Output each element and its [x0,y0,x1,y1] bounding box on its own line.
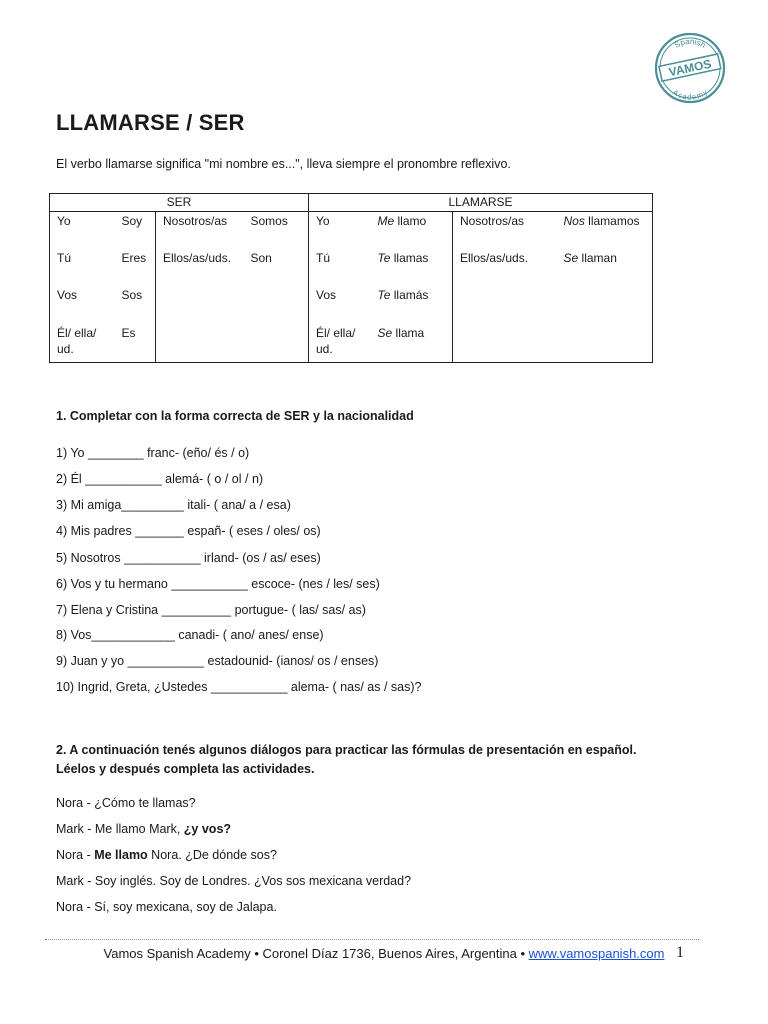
reflexive-pronoun: Te [377,288,391,302]
pronoun: Tú [316,251,331,265]
pronoun: Ellos/as/uds. [163,251,232,265]
svg-text:Spanish [673,37,707,50]
verb-text: llama [392,326,425,340]
exercise-2-title-line2: Léelos y después completa las actividades. [56,762,315,776]
exercise-item: 1) Yo ________ franc- (eño/ és / o) [56,446,250,460]
verb-form: Somos [244,212,309,250]
exercise-item: 6) Vos y tu hermano ___________ escoce- (nes / les/ ses) [56,577,380,591]
dialog-text: Mark - Me llamo Mark, [56,822,184,836]
verb-form: Es [115,323,156,363]
verb-form [371,286,453,323]
exercise-item: 7) Elena y Cristina __________ portugue- ( las/ sas/ as) [56,603,366,617]
reflexive-pronoun: Se [377,326,393,340]
dialog-text: Nora - Sí, soy mexicana, soy de Jalapa. [56,900,277,914]
dialog-line [56,900,277,914]
footer-website-link[interactable]: www.vamospanish.com [528,946,665,961]
dialog-bold: ¿y vos? [183,822,232,836]
pronoun: Tú [50,249,115,286]
exercise-item: 2) Él ___________ alemá- ( o / ol / n) [56,472,264,486]
header-ser: SER [50,194,309,212]
pronoun: Vos [50,286,115,323]
pronoun: Nosotros/as [460,214,525,228]
verb-text: llamás [390,288,429,302]
table-row [50,212,653,250]
exercise-item: 10) Ingrid, Greta, ¿Ustedes ___________ alema- ( nas/ as / sas)? [56,680,422,694]
dialog-line [56,874,411,888]
logo-bottom-text: Academy [671,87,709,102]
dialog-bold: Me llamo [94,848,148,862]
verb-form [557,212,653,250]
footer-address: Vamos Spanish Academy • Coronel Díaz 1736, Buenos Aires, Argentina • [103,946,529,961]
verb-form [557,249,653,286]
table-row [50,286,653,323]
exercise-2-title-line1: 2. A continuación tenés algunos diálogos para practicar las fórmulas de presentación en español. [56,743,637,757]
footer [0,946,768,961]
header-llamarse: LLAMARSE [309,194,653,212]
verb-text: llamo [394,214,427,228]
pronoun: Vos [316,288,337,302]
pronoun: Él/ ella/ ud. [309,323,371,363]
dialog-line [56,848,277,862]
pronoun: Yo [50,212,115,250]
pronoun: Yo [316,214,330,228]
page-number: 1 [676,944,684,961]
vamos-academy-logo [654,32,726,104]
verb-form: Eres [115,249,156,286]
verb-form: Sos [115,286,156,323]
logo-brand-text: VAMOS [667,56,713,80]
dialog-text: Nora - ¿Cómo te llamas? [56,796,196,810]
dialog-text: Nora. ¿De dónde sos? [147,848,277,862]
reflexive-pronoun: Se [563,251,579,265]
dialog-line [56,796,196,810]
pronoun: Ellos/as/uds. [460,251,529,265]
verb-text: llaman [578,251,617,265]
exercise-item: 9) Juan y yo ___________ estadounid- (ianos/ os / enses) [56,654,379,668]
table-row [50,323,653,363]
pronoun: Él/ ella/ ud. [50,323,115,363]
dialog-text: Mark - Soy inglés. Soy de Londres. ¿Vos sos mexicana verdad? [56,874,412,888]
reflexive-pronoun: Me [377,214,395,228]
exercise-item: 5) Nosotros ___________ irland- (os / as/ eses) [56,551,321,565]
verb-text: llamas [390,251,429,265]
verb-form [371,212,453,250]
dialog-text: Nora - [56,848,95,862]
verb-form: Soy [115,212,156,250]
conjugation-table [49,193,653,363]
logo-top-text: Spanish [672,36,708,50]
table-row [50,249,653,286]
footer-divider [45,939,699,940]
verb-form [371,323,453,363]
pronoun: Nosotros/as [163,214,228,228]
exercise-item: 3) Mi amiga_________ itali- ( ana/ a / esa) [56,498,291,512]
dialog-line [56,822,231,836]
reflexive-pronoun: Te [377,251,391,265]
intro-text: El verbo llamarse significa "mi nombre es...", lleva siempre el pronombre reflexivo. [56,157,511,171]
page-title: LLAMARSE / SER [56,110,245,135]
exercise-1-title: 1. Completar con la forma correcta de SER y la nacionalidad [56,409,414,423]
verb-text: llamamos [584,214,640,228]
exercise-item: 8) Vos____________ canadi- ( ano/ anes/ ense) [56,628,324,642]
exercise-item: 4) Mis padres _______ españ- ( eses / oles/ os) [56,524,321,538]
verb-form [371,249,453,286]
verb-form: Son [244,249,309,286]
reflexive-pronoun: Nos [563,214,585,228]
